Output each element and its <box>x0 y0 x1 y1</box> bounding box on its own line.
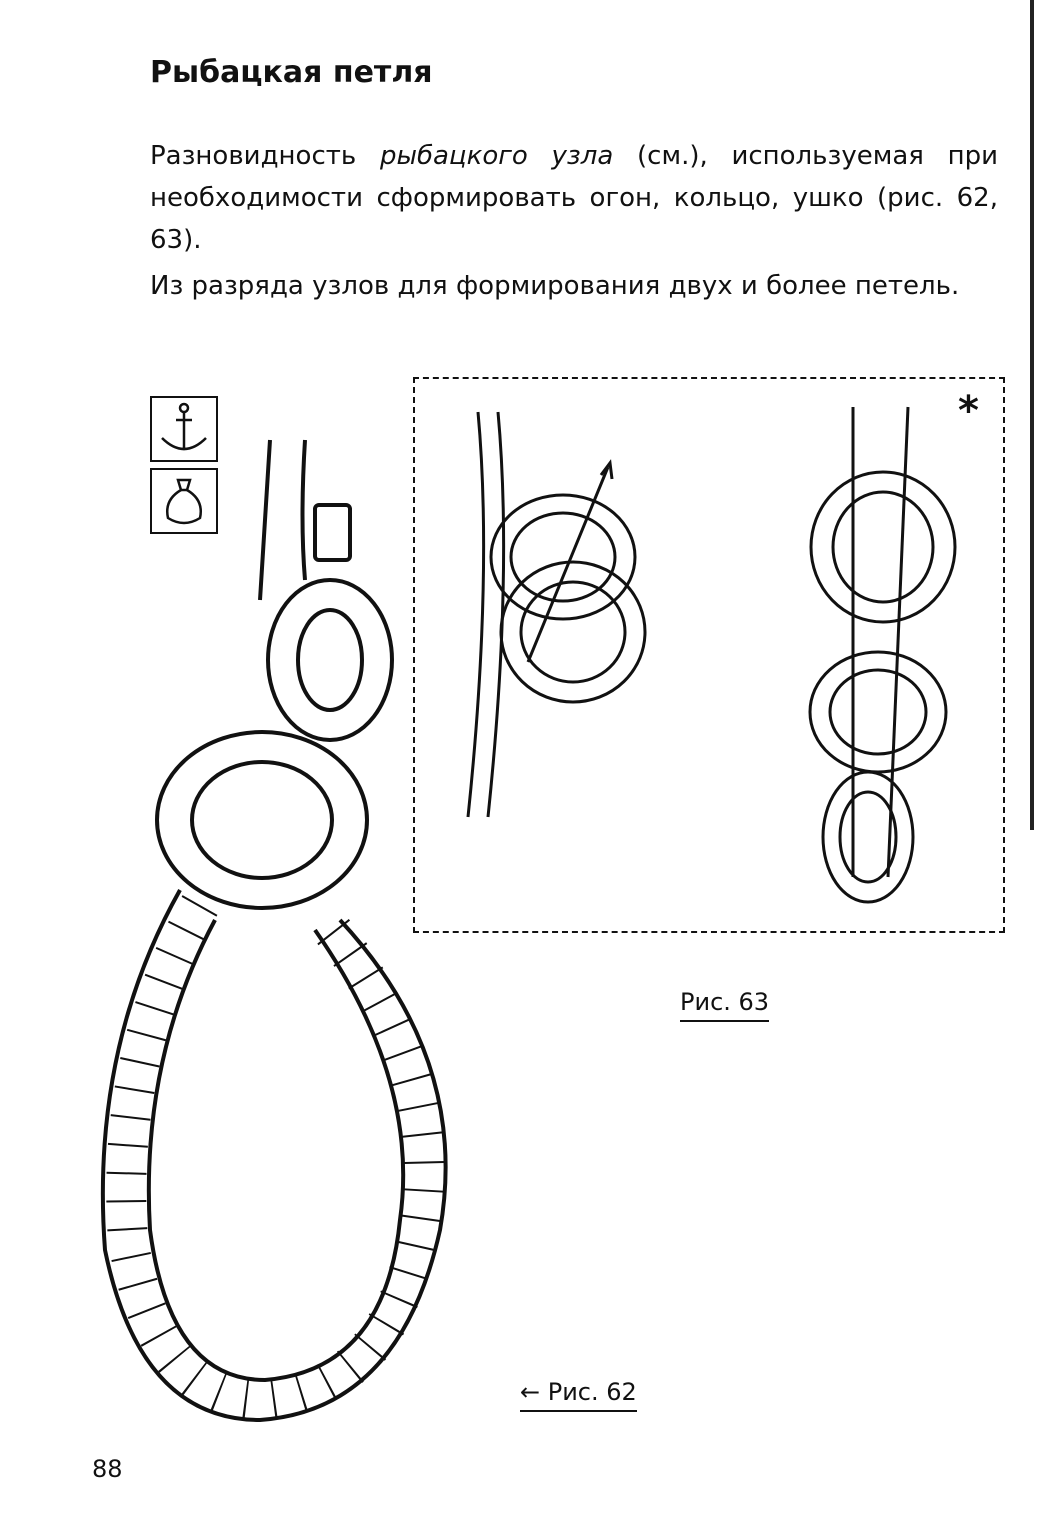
text: Разновидность <box>150 141 380 171</box>
figure-63-tying-steps-drawing <box>413 377 1001 929</box>
asterisk-marker: * <box>958 388 979 434</box>
cross-reference: рыбацкого узла <box>379 141 614 171</box>
text: (см.), используемая при необходимости сформировать огон, кольцо, ушко (рис. 62, 63). <box>150 141 999 255</box>
paragraph-category: Из разряда узлов для формирования двух и более петель. <box>150 271 960 301</box>
figure-62-caption: ← Рис. 62 <box>520 1378 637 1412</box>
figure-63-frame <box>413 377 1005 933</box>
page-number: 88 <box>92 1455 123 1483</box>
page-title: Рыбацкая петля <box>150 55 433 90</box>
figure-63-caption: Рис. 63 <box>680 988 769 1022</box>
